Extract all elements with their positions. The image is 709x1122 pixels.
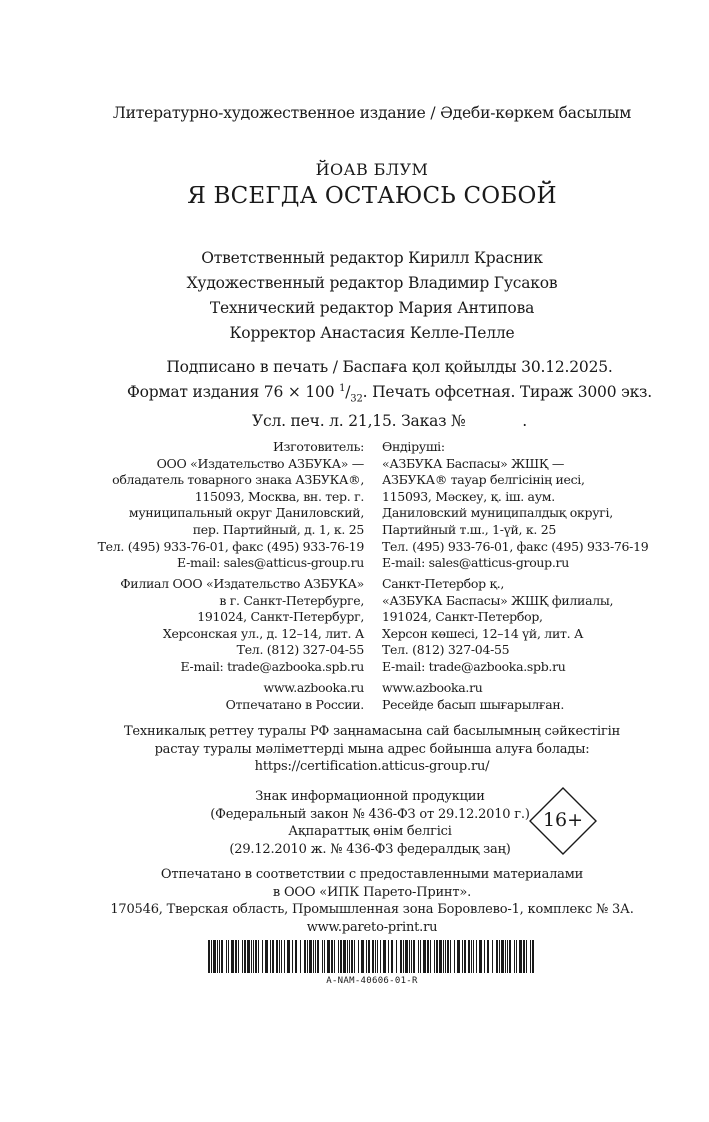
barcode-bar <box>351 940 353 973</box>
barcode-bar <box>372 940 374 973</box>
series-line: Литературно-художественное издание / Әдеби-көркем басылым <box>112 104 632 122</box>
barcode-bar <box>403 940 404 973</box>
barcode-bar <box>213 940 216 973</box>
barcode-bar <box>343 940 346 973</box>
barcode-bar <box>439 940 442 973</box>
barcode-bar <box>279 940 280 973</box>
barcode-bar <box>307 940 308 973</box>
barcode-bar <box>284 940 285 973</box>
branch-ru-line: Филиал ООО «Издательство АЗБУКА» <box>120 576 364 591</box>
barcode-bar <box>377 940 378 973</box>
manufacturer-kz-line: Партийный т.ш., 1-үй, к. 25 <box>382 521 557 537</box>
barcode-bar <box>221 940 223 973</box>
signed-date: Подписано в печать / Баспаға қол қойылды 30.12.2025. <box>166 358 613 376</box>
credit-line: Ответственный редактор Кирилл Красник <box>201 249 543 267</box>
barcode-bar <box>244 940 246 973</box>
branch-ru-line: E-mail: trade@azbooka.spb.ru <box>180 658 364 674</box>
barcode-bar <box>484 940 485 973</box>
age-info-text <box>200 788 540 858</box>
barcode-bar <box>272 940 274 973</box>
manufacturer-kz-line: 115093, Мәскеу, қ. іш. аум. <box>382 488 555 504</box>
barcode-bar <box>496 940 498 973</box>
barcode-bar <box>519 940 522 973</box>
barcode-bar <box>501 940 504 973</box>
barcode-bar <box>258 940 259 973</box>
branch-ru-line: Тел. (812) 327-04-55 <box>236 642 364 658</box>
barcode-bar <box>436 940 438 973</box>
barcode-bar <box>211 940 212 973</box>
manufacturer-ru-line: Изготовитель: <box>273 439 364 454</box>
barcode-bar <box>476 940 477 973</box>
barcode-bar <box>400 940 402 973</box>
barcode-bar <box>434 940 435 973</box>
barcode-bar <box>334 940 335 973</box>
barcode-bar <box>340 940 342 973</box>
barcode-bar <box>532 940 534 973</box>
book-title: Я ВСЕГДА ОСТАЮСЬ СОБОЙ <box>187 183 557 209</box>
barcode-bar <box>276 940 278 973</box>
credit-line: Корректор Анастасия Келле-Пелле <box>229 324 515 342</box>
credit-line: Технический редактор Мария Антипова <box>209 299 535 317</box>
manufacturer-kz-line: «АЗБУКА Баспасы» ЖШҚ — <box>382 455 565 471</box>
barcode-bar <box>409 940 410 973</box>
certification-line: растау туралы мәліметтерді мына адрес бойынша алуға болады: <box>154 741 590 757</box>
branch-ru-line: Херсонская ул., д. 12–14, лит. А <box>162 625 364 641</box>
barcode-bar <box>287 940 290 973</box>
manufacturer-kz <box>382 439 648 572</box>
certification-line: Техникалық реттеу туралы РФ заңнамасына сай басылымның сәйкестігін <box>123 724 621 739</box>
barcode-bar <box>479 940 482 973</box>
barcode-bar <box>270 940 271 973</box>
barcode-bar <box>368 940 370 973</box>
credit-line: Художественный редактор Владимир Гусаков <box>186 274 558 292</box>
age-info-line: Знак информационной продукции <box>255 789 485 804</box>
barcode-bar <box>487 940 489 973</box>
barcode-bar <box>427 940 429 973</box>
age-info-line: (Федеральный закон № 436-ФЗ от 29.12.2010 г.) <box>210 806 530 822</box>
barcode-bar <box>265 940 268 973</box>
barcode-bar <box>514 940 515 973</box>
branch-kz-line: 191024, Санкт-Петербор, <box>382 609 543 625</box>
barcode-bar <box>361 940 364 973</box>
barcode-bar <box>309 940 312 973</box>
format-suffix: . Печать офсетная. Тираж 3000 экз. <box>362 383 653 402</box>
barcode-bar <box>349 940 350 973</box>
manufacturer-kz-line: Тел. (495) 933-76-01, факс (495) 933-76-19 <box>382 538 649 554</box>
barcode-bar <box>445 940 446 973</box>
manufacturer-ru-line: 115093, Москва, вн. тер. г. <box>194 488 364 504</box>
printer-info <box>0 866 709 936</box>
barcode-bar <box>217 940 218 973</box>
age-info-line: Ақпараттық өнім белгісі <box>288 824 452 839</box>
barcode-bar <box>358 940 359 973</box>
barcode-bar <box>242 940 243 973</box>
format-numerator: 1 <box>339 383 346 394</box>
printed-in-kz: Ресейде басып шығарылған. <box>382 696 565 712</box>
certification-url: https://certification.atticus-group.ru/ <box>254 759 490 774</box>
barcode-bar <box>405 940 408 973</box>
barcode-bar <box>509 940 511 973</box>
barcode-bar <box>347 940 348 973</box>
barcode-bar <box>366 940 367 973</box>
manufacturer-ru-line: E-mail: sales@atticus-group.ru <box>177 555 364 571</box>
barcode-bar <box>530 940 531 973</box>
barcode-bar <box>255 940 257 973</box>
barcode-bar <box>462 940 463 973</box>
barcode-bar <box>295 940 297 973</box>
author-name: ЙОАВ БЛУМ <box>315 160 429 179</box>
barcode-bar <box>423 940 426 973</box>
manufacturer-kz-line: E-mail: sales@atticus-group.ru <box>382 555 569 571</box>
publication-details <box>0 356 709 432</box>
barcode-bar <box>219 940 220 973</box>
printer-line: 170546, Тверская область, Промышленная зона Боровлево-1, комплекс № 3А. <box>110 902 634 917</box>
branch-kz-line: E-mail: trade@azbooka.spb.ru <box>382 658 566 674</box>
barcode-bar <box>235 940 237 973</box>
barcode-bar <box>322 940 323 973</box>
manufacturer-kz-line: АЗБУКА® тауар белгісінің иесі, <box>382 472 585 488</box>
printed-in-ru: Отпечатано в России. <box>225 696 364 712</box>
manufacturer-ru <box>98 439 364 572</box>
barcode-bar <box>383 940 386 973</box>
barcode-label: A-NAM-40606-01-R <box>326 976 418 986</box>
branch-kz-line: Херсон көшесі, 12–14 үй, лит. А <box>382 625 584 641</box>
barcode-bar <box>420 940 421 973</box>
branch-ru <box>120 576 364 676</box>
printer-line: в ООО «ИПК Парето-Принт». <box>272 884 472 900</box>
manufacturer-ru-line: муниципальный округ Даниловский, <box>128 505 364 521</box>
certification-info <box>0 723 709 776</box>
barcode-bar <box>450 940 451 973</box>
barcode-bar <box>523 940 525 973</box>
barcode-bar <box>505 940 506 973</box>
barcode-icon <box>208 940 536 973</box>
barcode-bar <box>430 940 431 973</box>
barcode-bar <box>471 940 472 973</box>
format-denominator: 32 <box>350 393 363 405</box>
barcode-bar <box>507 940 508 973</box>
branch-kz <box>382 576 613 676</box>
barcode-bar <box>473 940 474 973</box>
barcode-bar <box>281 940 282 973</box>
barcode-bar <box>228 940 229 973</box>
editorial-credits <box>0 246 709 346</box>
branch-kz-line: Тел. (812) 327-04-55 <box>382 642 510 658</box>
barcode-bar <box>324 940 325 973</box>
barcode-bar <box>454 940 455 973</box>
manufacturer-ru-line: Тел. (495) 933-76-01, факс (495) 933-76-19 <box>97 538 364 554</box>
barcode-bar <box>492 940 493 973</box>
printer-url: www.pareto-print.ru <box>306 919 438 935</box>
order-line: Усл. печ. л. 21,15. Заказ № . <box>251 412 528 431</box>
barcode-bar <box>251 940 252 973</box>
barcode-bar <box>375 940 376 973</box>
barcode-bar <box>304 940 306 973</box>
manufacturer-ru-line: пер. Партийный, д. 1, к. 25 <box>192 521 364 537</box>
branch-kz-line: «АЗБУКА Баспасы» ЖШҚ филиалы, <box>382 592 614 608</box>
barcode-bar <box>447 940 449 973</box>
barcode-bar <box>315 940 316 973</box>
barcode <box>208 940 536 977</box>
barcode-bar <box>208 940 210 973</box>
barcode-bar <box>327 940 330 973</box>
barcode-bar <box>231 940 234 973</box>
age-info-line: (29.12.2010 ж. № 436-ФЗ федералдық заң) <box>229 841 511 857</box>
website-kz: www.azbooka.ru <box>382 680 483 695</box>
barcode-bar <box>247 940 250 973</box>
barcode-bar <box>413 940 415 973</box>
age-rating-badge <box>529 787 597 855</box>
manufacturer-kz-line: Өндіруші: <box>382 439 445 454</box>
web-kz <box>382 680 564 713</box>
barcode-bar <box>526 940 527 973</box>
barcode-bar <box>380 940 381 973</box>
branch-kz-line: Санкт-Петербор қ., <box>382 576 505 591</box>
manufacturer-ru-line: ООО «Издательство АЗБУКА» — <box>156 455 364 471</box>
website-ru: www.azbooka.ru <box>263 680 364 695</box>
barcode-bar <box>499 940 500 973</box>
barcode-bar <box>457 940 460 973</box>
printer-line: Отпечатано в соответствии с предоставленными материалами <box>160 867 584 882</box>
format-prefix: Формат издания 76 × 100 <box>126 383 340 402</box>
barcode-bar <box>396 940 397 973</box>
barcode-bar <box>338 940 339 973</box>
barcode-bar <box>238 940 239 973</box>
branch-ru-line: 191024, Санкт-Петербург, <box>197 609 364 625</box>
barcode-bar <box>253 940 254 973</box>
barcode-bar <box>292 940 293 973</box>
barcode-bar <box>464 940 466 973</box>
age-rating: 16+ <box>542 809 584 831</box>
barcode-bar <box>300 940 301 973</box>
format-line: Формат издания 76 × 100 $^1/_{32}$. Печать офсетная. Тираж 3000 экз. <box>126 383 653 405</box>
barcode-bar <box>317 940 319 973</box>
barcode-bar <box>226 940 227 973</box>
barcode-bar <box>468 940 470 973</box>
barcode-bar <box>262 940 263 973</box>
barcode-bar <box>354 940 355 973</box>
web-ru <box>226 680 364 713</box>
barcode-bar <box>313 940 314 973</box>
manufacturer-ru-line: обладатель товарного знака АЗБУКА®, <box>112 472 364 488</box>
barcode-bar <box>331 940 333 973</box>
manufacturer-kz-line: Даниловский муниципалдық округі, <box>382 505 613 521</box>
barcode-bar <box>443 940 444 973</box>
barcode-bar <box>388 940 389 973</box>
barcode-bar <box>391 940 393 973</box>
barcode-bar <box>418 940 419 973</box>
barcode-bar <box>411 940 412 973</box>
barcode-bar <box>516 940 517 973</box>
branch-ru-line: в г. Санкт-Петербурге, <box>219 592 364 608</box>
